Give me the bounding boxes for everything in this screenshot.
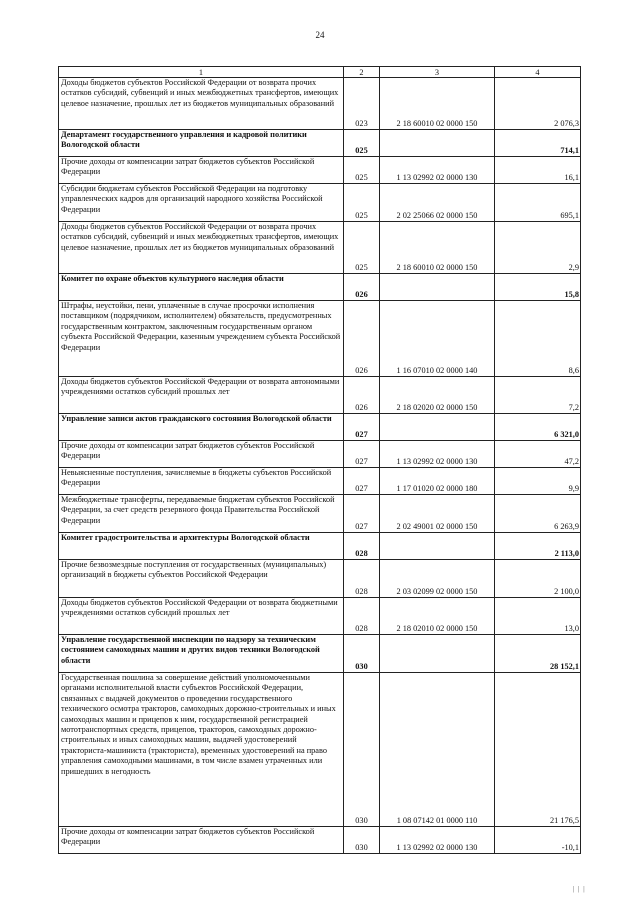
amount: 714,1 (495, 130, 581, 157)
table-row (59, 78, 581, 130)
revenue-code: 1 13 02992 02 0000 130 (380, 827, 495, 854)
amount: 2 100,0 (495, 560, 581, 598)
column-header: 2 (344, 67, 380, 78)
row-name: Доходы бюджетов субъектов Российской Федерации от возврата автономными учреждениями остатков субсидий прошлых лет (59, 377, 344, 414)
admin-code: 026 (344, 274, 380, 301)
footer-mark: | | | (573, 885, 586, 893)
revenue-code: 1 13 02992 02 0000 130 (380, 157, 495, 184)
admin-code: 027 (344, 468, 380, 495)
revenue-code (380, 130, 495, 157)
row-name: Комитет по охране объектов культурного наследия области (59, 274, 344, 301)
admin-code: 028 (344, 598, 380, 635)
admin-code: 027 (344, 414, 380, 441)
row-name: Невыясненные поступления, зачисляемые в бюджеты субъектов Российской Федерации (59, 468, 344, 495)
amount: 16,1 (495, 157, 581, 184)
revenue-code: 2 02 25066 02 0000 150 (380, 184, 495, 222)
row-name: Государственная пошлина за совершение действий уполномоченными органами исполнительной власти субъектов Российской Федерации, связанных с выдачей документов о проведении государственного технического осмотра тракторов, самоходных дорожно-строительных и иных самоходных машин и прицепов к ним, государственной регистрацией мототранспортных средств, прицепов, тракторов, самоходных дорожно-строительных и иных самоходных машин, выдачей удостоверений тракториста-машиниста (тракториста), временных удостоверений на право управления самоходными машинами, в том числе взамен утраченных или пришедших в негодность (59, 673, 344, 827)
admin-code: 023 (344, 78, 380, 130)
revenue-code: 1 16 07010 02 0000 140 (380, 301, 495, 377)
admin-code: 025 (344, 184, 380, 222)
table-row (59, 222, 581, 274)
admin-code: 025 (344, 157, 380, 184)
row-name: Управление государственной инспекции по надзору за техническим состоянием самоходных машин и других видов техники Вологодской области (59, 635, 344, 673)
admin-code: 026 (344, 301, 380, 377)
revenue-code: 2 18 02010 02 0000 150 (380, 598, 495, 635)
row-name: Прочие доходы от компенсации затрат бюджетов субъектов Российской Федерации (59, 827, 344, 854)
table-row (59, 495, 581, 533)
amount: 6 321,0 (495, 414, 581, 441)
revenue-code: 2 02 49001 02 0000 150 (380, 495, 495, 533)
revenue-code (380, 274, 495, 301)
table-row (59, 673, 581, 827)
admin-code: 027 (344, 441, 380, 468)
revenue-code: 2 18 60010 02 0000 150 (380, 222, 495, 274)
section-row (59, 414, 581, 441)
amount: 9,9 (495, 468, 581, 495)
section-row (59, 130, 581, 157)
section-row (59, 533, 581, 560)
revenue-code (380, 533, 495, 560)
revenue-code: 1 08 07142 01 0000 110 (380, 673, 495, 827)
amount: 6 263,9 (495, 495, 581, 533)
admin-code: 030 (344, 827, 380, 854)
row-name: Прочие безвозмездные поступления от государственных (муниципальных) организаций в бюджеты субъектов Российской Федерации (59, 560, 344, 598)
admin-code: 028 (344, 560, 380, 598)
row-name: Комитет градостроительства и архитектуры Вологодской области (59, 533, 344, 560)
admin-code: 025 (344, 130, 380, 157)
table-header-row (59, 67, 581, 78)
amount: 28 152,1 (495, 635, 581, 673)
amount: 21 176,5 (495, 673, 581, 827)
row-name: Межбюджетные трансферты, передаваемые бюджетам субъектов Российской Федерации, за счет средств резервного фонда Правительства Российской Федерации (59, 495, 344, 533)
row-name: Прочие доходы от компенсации затрат бюджетов субъектов Российской Федерации (59, 441, 344, 468)
revenue-code: 2 18 02020 02 0000 150 (380, 377, 495, 414)
amount: 15,8 (495, 274, 581, 301)
admin-code: 025 (344, 222, 380, 274)
table-row (59, 301, 581, 377)
amount: 2 076,3 (495, 78, 581, 130)
admin-code: 028 (344, 533, 380, 560)
page-number: 24 (315, 30, 325, 40)
column-header: 3 (380, 67, 495, 78)
revenue-code: 1 17 01020 02 0000 180 (380, 468, 495, 495)
amount: 13,0 (495, 598, 581, 635)
section-row (59, 635, 581, 673)
row-name: Субсидии бюджетам субъектов Российской Федерации на подготовку управленческих кадров для организаций народного хозяйства Российской Федерации (59, 184, 344, 222)
row-name: Департамент государственного управления и кадровой политики Вологодской области (59, 130, 344, 157)
amount: 695,1 (495, 184, 581, 222)
revenue-code: 1 13 02992 02 0000 130 (380, 441, 495, 468)
revenue-table (58, 66, 581, 854)
admin-code: 030 (344, 635, 380, 673)
amount: 2,9 (495, 222, 581, 274)
table-row (59, 598, 581, 635)
section-row (59, 274, 581, 301)
row-name: Прочие доходы от компенсации затрат бюджетов субъектов Российской Федерации (59, 157, 344, 184)
revenue-code: 2 03 02099 02 0000 150 (380, 560, 495, 598)
amount: 7,2 (495, 377, 581, 414)
row-name: Штрафы, неустойки, пени, уплаченные в случае просрочки исполнения поставщиком (подрядчиком, исполнителем) обязательств, предусмотренных государственным контрактом, заключенным государственным органом субъекта Российской Федерации, казенным учреждением субъекта Российской Федерации (59, 301, 344, 377)
admin-code: 026 (344, 377, 380, 414)
column-header: 1 (59, 67, 344, 78)
row-name: Доходы бюджетов субъектов Российской Федерации от возврата бюджетными учреждениями остатков субсидий прошлых лет (59, 598, 344, 635)
table-row (59, 184, 581, 222)
column-header: 4 (495, 67, 581, 78)
row-name: Управление записи актов гражданского состояния Вологодской области (59, 414, 344, 441)
revenue-code: 2 18 60010 02 0000 150 (380, 78, 495, 130)
revenue-code (380, 414, 495, 441)
row-name: Доходы бюджетов субъектов Российской Федерации от возврата прочих остатков субсидий, субвенций и иных межбюджетных трансфертов, имеющих целевое назначение, прошлых лет из бюджетов муниципальных образований (59, 78, 344, 130)
admin-code: 027 (344, 495, 380, 533)
table-row (59, 157, 581, 184)
table-row (59, 441, 581, 468)
admin-code: 030 (344, 673, 380, 827)
table-row (59, 827, 581, 854)
revenue-code (380, 635, 495, 673)
table-row (59, 377, 581, 414)
table-row (59, 468, 581, 495)
table-row (59, 560, 581, 598)
amount: 8,6 (495, 301, 581, 377)
amount: 47,2 (495, 441, 581, 468)
amount: -10,1 (495, 827, 581, 854)
amount: 2 113,0 (495, 533, 581, 560)
row-name: Доходы бюджетов субъектов Российской Федерации от возврата прочих остатков субсидий, субвенций и иных межбюджетных трансфертов, имеющих целевое назначение, прошлых лет из бюджетов муниципальных образований (59, 222, 344, 274)
